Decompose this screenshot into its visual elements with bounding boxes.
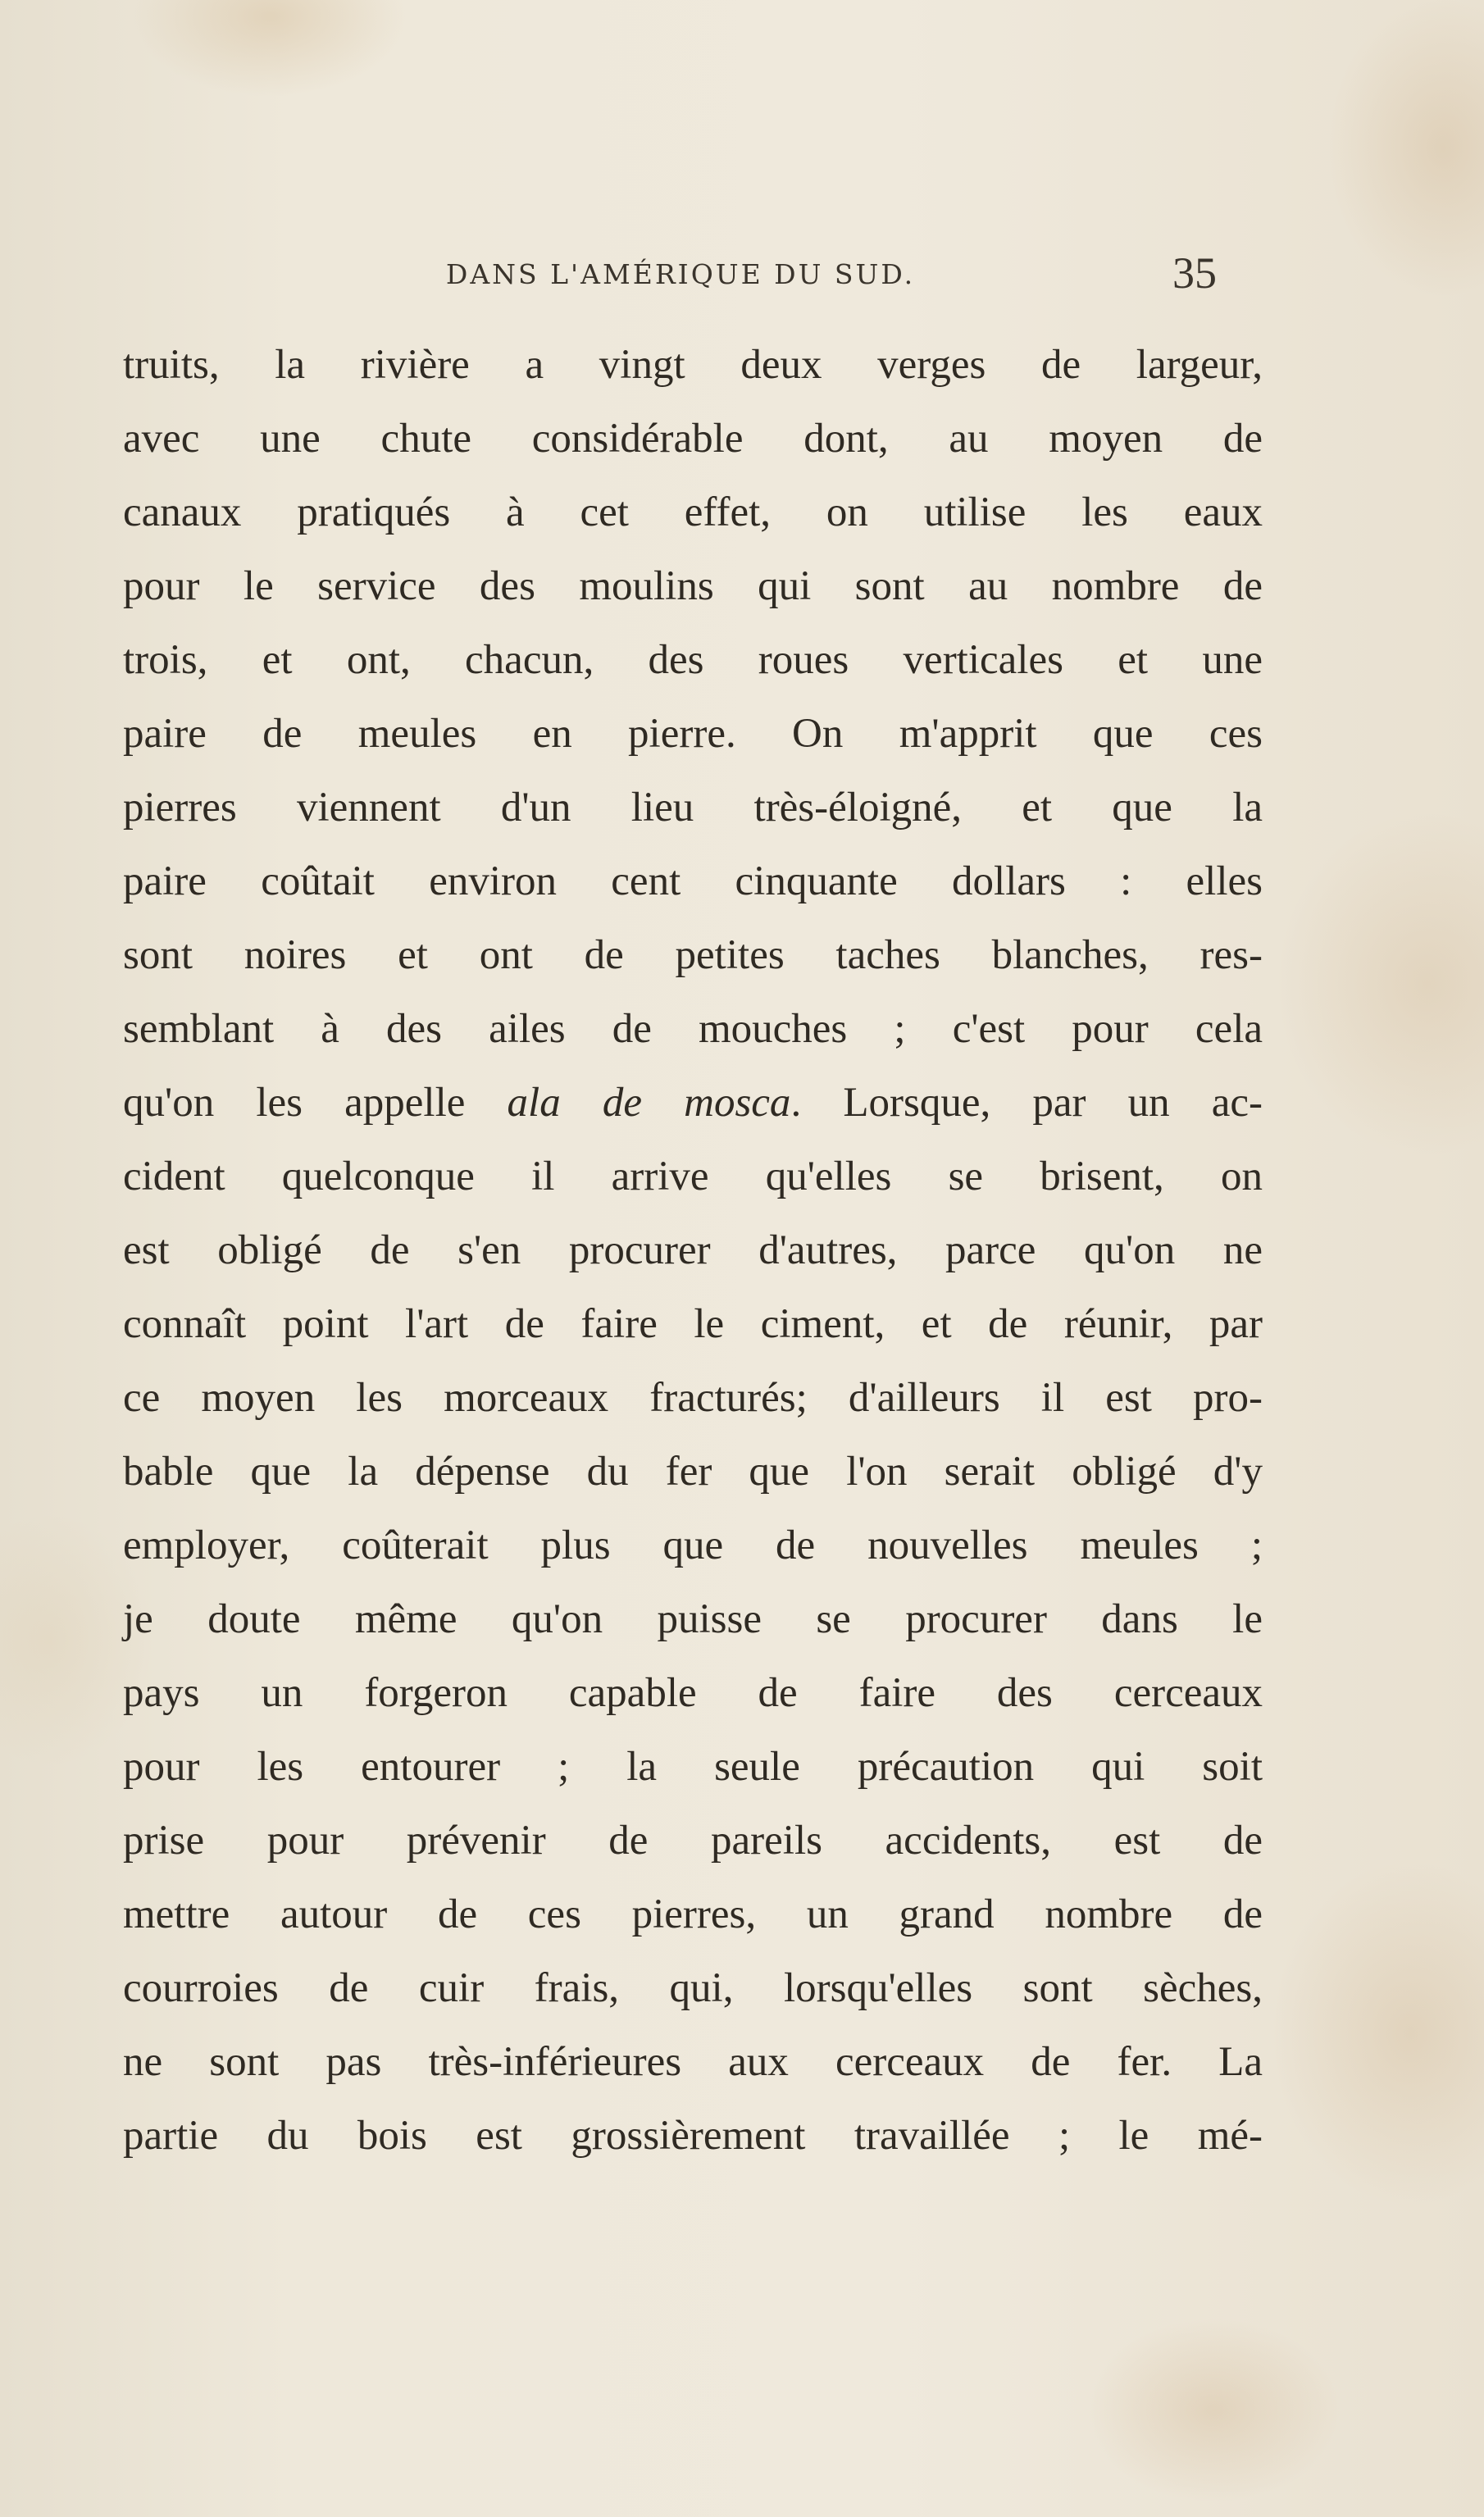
line-11-after: . Lorsque, par un ac-	[790, 1080, 1263, 1126]
text-line: truits, la rivière a vingt deux verges de largeur,	[123, 342, 1263, 388]
text-line: paire coûtait environ cent cinquante dollars : elles	[123, 858, 1263, 904]
text-line: employer, coûterait plus que de nouvelles meules ;	[123, 1522, 1263, 1568]
text-line: pour les entourer ; la seule précaution qui soit	[123, 1744, 1263, 1790]
text-line: pour le service des moulins qui sont au nombre de	[123, 563, 1263, 609]
text-line: ne sont pas très-inférieures aux cerceaux de fer. La	[123, 2039, 1263, 2085]
text-line: connaît point l'art de faire le ciment, et de réunir, par	[123, 1301, 1263, 1347]
text-line: est obligé de s'en procurer d'autres, parce qu'on ne	[123, 1227, 1263, 1273]
text-line: je doute même qu'on puisse se procurer dans le	[123, 1596, 1263, 1642]
text-line: semblant à des ailes de mouches ; c'est pour cela	[123, 1006, 1263, 1052]
text-line: sont noires et ont de petites taches blanches, res-	[123, 932, 1263, 978]
text-line: cident quelconque il arrive qu'elles se brisent, on	[123, 1154, 1263, 1199]
text-line: paire de meules en pierre. On m'apprit que ces	[123, 711, 1263, 757]
running-head: DANS L'AMÉRIQUE DU SUD.	[445, 258, 916, 290]
text-line: avec une chute considérable dont, au moyen de	[123, 416, 1263, 462]
text-line: pierres viennent d'un lieu très-éloigné, et que la	[123, 785, 1263, 831]
body-text	[123, 328, 1263, 2173]
text-line: bable que la dépense du fer que l'on serait obligé d'y	[123, 1449, 1263, 1495]
text-line: pays un forgeron capable de faire des cerceaux	[123, 1670, 1263, 1716]
text-line: ce moyen les morceaux fracturés; d'ailleurs il est pro-	[123, 1375, 1263, 1421]
italic-phrase: ala de mosca	[507, 1080, 791, 1126]
text-line-with-italic	[123, 1066, 1263, 1140]
line-11-before: qu'on les appelle	[123, 1080, 508, 1126]
text-line: prise pour prévenir de pareils accidents, est de	[123, 1818, 1263, 1864]
page-number: 35	[1172, 248, 1217, 298]
text-line: mettre autour de ces pierres, un grand nombre de	[123, 1891, 1263, 1937]
text-line: partie du bois est grossièrement travaillée ; le mé-	[123, 2113, 1263, 2159]
text-line: trois, et ont, chacun, des roues verticales et une	[123, 637, 1263, 683]
text-line: canaux pratiqués à cet effet, on utilise les eaux	[123, 489, 1263, 535]
text-line: courroies de cuir frais, qui, lorsqu'elles sont sèches,	[123, 1965, 1263, 2011]
